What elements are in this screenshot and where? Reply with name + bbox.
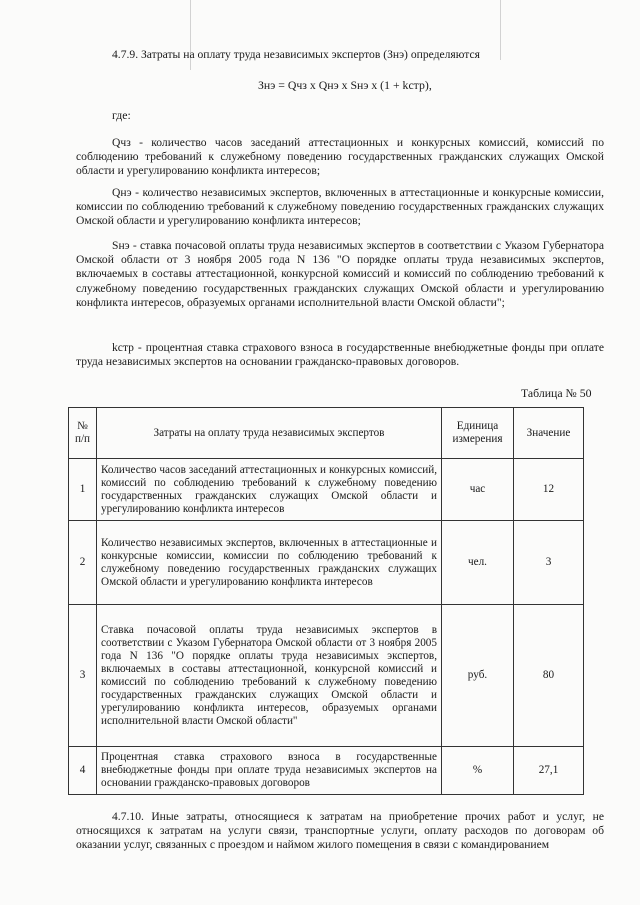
- row-value: 3: [514, 521, 584, 605]
- row-number: 1: [69, 459, 97, 521]
- where-label: где:: [112, 108, 131, 122]
- row-unit: час: [442, 459, 514, 521]
- row-value: 12: [514, 459, 584, 521]
- header-unit: Единица измерения: [442, 408, 514, 459]
- table-header-row: [69, 408, 584, 459]
- next-section-paragraph: 4.7.10. Иные затраты, относящиеся к затратам на приобретение прочих работ и услуг, не относящихся к затратам на услуги связи, транспортные услуги, оплату расходов по договорам об оказании услуг, связанных с проездом и наймом жилого помещения в связи с командированием: [76, 810, 604, 852]
- row-unit: %: [442, 747, 514, 795]
- row-number: 2: [69, 521, 97, 605]
- definition-s-rate: Sнэ - ставка почасовой оплаты труда независимых экспертов в соответствии с Указом Губернатора Омской области от 3 ноября 2005 года N 136 "О порядке оплаты труда независимых экспертов, включаемых в составы аттестационной, конкурсной комиссий и комиссий по соблюдению требований к служебному поведению государственных гражданских служащих Омской области и урегулированию конфликта интересов, образуемых органами исполнительной власти Омской области";: [76, 239, 604, 309]
- table-row: [69, 605, 584, 747]
- definition-q-hours: Qчз - количество часов заседаний аттестационных и конкурсных комиссий, комиссий по соблюдению требований к служебному поведению государственных гражданских служащих Омской области и урегулированию конфликта интересов;: [76, 136, 604, 178]
- row-value: 80: [514, 605, 584, 747]
- row-unit: чел.: [442, 521, 514, 605]
- header-value: Значение: [514, 408, 584, 459]
- intro-paragraph: 4.7.9. Затраты на оплату труда независимых экспертов (Знэ) определяются: [112, 48, 480, 61]
- table-row: [69, 459, 584, 521]
- row-value: 27,1: [514, 747, 584, 795]
- row-unit: руб.: [442, 605, 514, 747]
- formula: Знэ = Qчз x Qнэ x Sнэ x (1 + kстр),: [258, 78, 432, 92]
- row-number: 3: [69, 605, 97, 747]
- header-cost-name: Затраты на оплату труда независимых экспертов: [97, 408, 442, 459]
- row-cost-name: Процентная ставка страхового взноса в государственные внебюджетные фонды при оплате труда независимых экспертов на основании гражданско-правовых договоров: [97, 747, 442, 795]
- definition-q-experts: Qнэ - количество независимых экспертов, включенных в аттестационные и конкурсные комиссии, комиссии по соблюдению требований к служебному поведению государственных гражданских служащих Омской области и урегулированию конфликта интересов;: [76, 186, 604, 228]
- row-cost-name: Количество независимых экспертов, включенных в аттестационные и конкурсные комиссии, комиссии по соблюдению требований к служебному поведению государственных гражданских служащих Омской области и урегулированию конфликта интересов: [97, 521, 442, 605]
- header-number: № п/п: [69, 408, 97, 459]
- expert-costs-table: [68, 407, 584, 795]
- table-caption: Таблица № 50: [521, 386, 592, 400]
- row-cost-name: Ставка почасовой оплаты труда независимых экспертов в соответствии с Указом Губернатора Омской области от 3 ноября 2005 года N 136 "О порядке оплаты труда независимых экспертов, включаемых в составы аттестационной, конкурсной комиссий и комиссий по соблюдению требований к служебному поведению государственных гражданских служащих Омской области и урегулированию конфликта интересов, образуемых органами исполнительной власти Омской области": [97, 605, 442, 747]
- definition-k-insurance: kстр - процентная ставка страхового взноса в государственные внебюджетные фонды при оплате труда независимых экспертов на основании гражданско-правовых договоров.: [76, 341, 604, 369]
- table-row: [69, 521, 584, 605]
- row-number: 4: [69, 747, 97, 795]
- table-row: [69, 747, 584, 795]
- row-cost-name: Количество часов заседаний аттестационных и конкурсных комиссий, комиссий по соблюдению требований к служебному поведению государственных гражданских служащих Омской области и урегулированию конфликта интересов: [97, 459, 442, 521]
